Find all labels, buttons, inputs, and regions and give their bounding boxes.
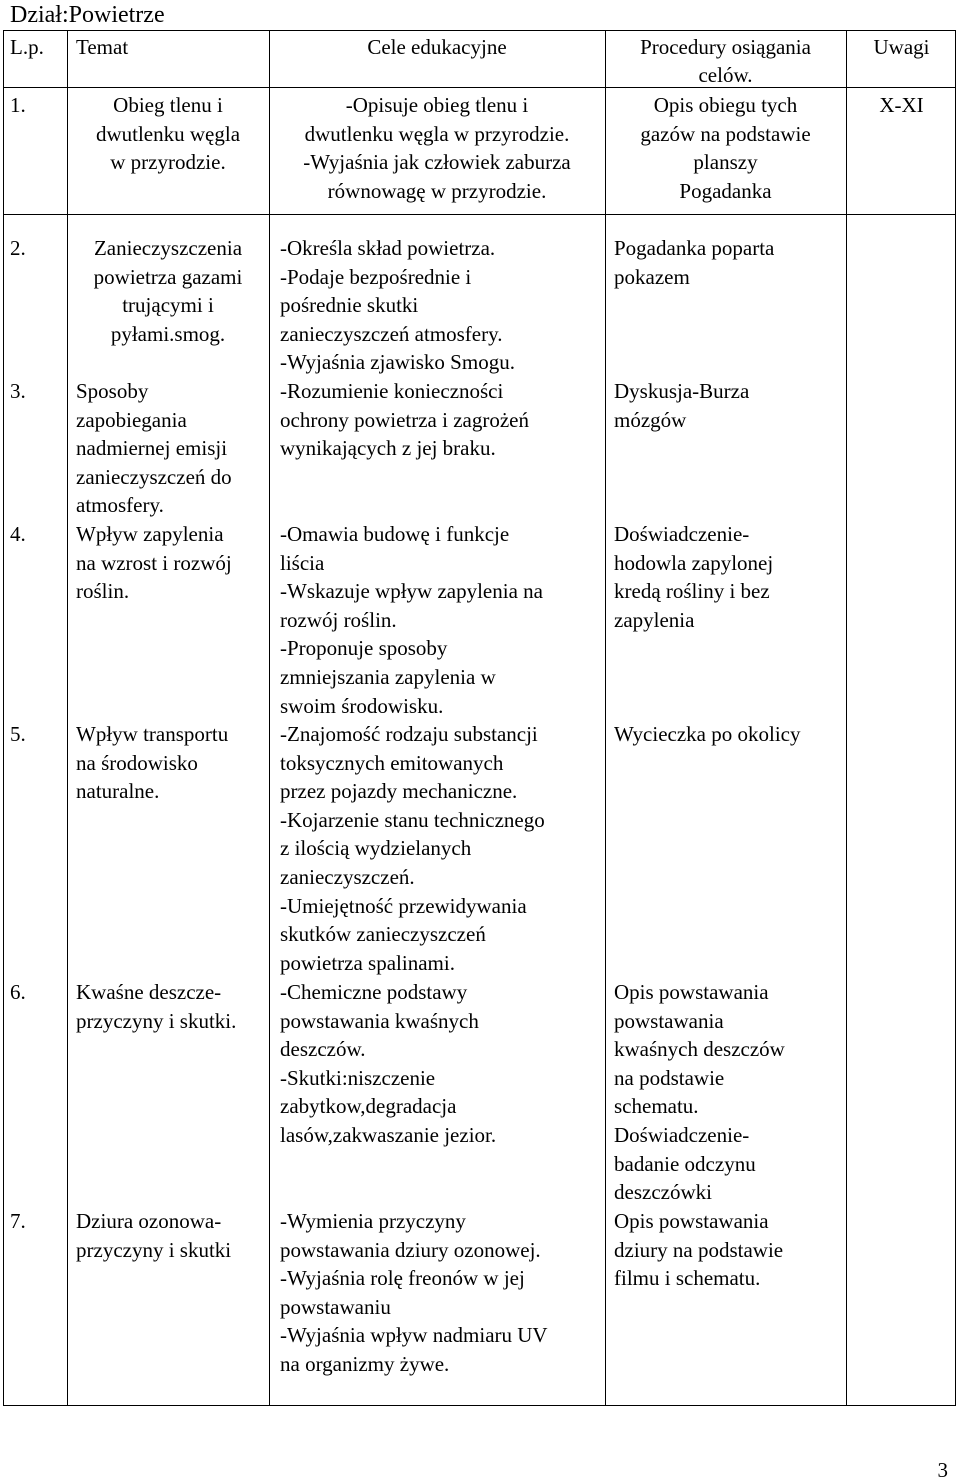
text-line: -Opisuje obieg tlenu i [345, 93, 529, 117]
row-divider [4, 214, 955, 215]
column-divider [846, 31, 847, 1405]
text-line: kwaśnych deszczów [614, 1037, 785, 1062]
text-line: deszczówki [614, 1180, 712, 1205]
text-line: na środowisko [76, 750, 198, 775]
text-line: Opis powstawania [614, 980, 769, 1004]
text-line: wynikających z jej braku. [280, 436, 496, 461]
text-line: zabytkow,degradacja [280, 1094, 457, 1119]
text-line: -Określa skład powietrza. [280, 236, 496, 260]
row-goals [269, 91, 605, 205]
text-line: pokazem [614, 264, 690, 289]
row-topic [76, 377, 232, 520]
text-line: zapobiegania [76, 407, 187, 432]
text-line: na organizmy żywe. [280, 1351, 450, 1376]
text-line: trującymi i [122, 293, 214, 318]
text-line: hodowla zapylonej [614, 550, 774, 575]
text-line: Pogadanka poparta [614, 236, 775, 260]
column-divider [269, 31, 270, 1405]
text-line: Opis powstawania [614, 1209, 769, 1233]
text-line: powstawania kwaśnych [280, 1008, 479, 1033]
text-line: pyłami.smog. [110, 321, 226, 346]
text-line: -Omawia budowę i funkcje [280, 522, 510, 546]
text-line: nadmiernej emisji [76, 436, 228, 461]
header-cele: Cele edukacyjne [367, 35, 507, 59]
header-temat: Temat [76, 35, 129, 59]
row-number: 4. [10, 522, 26, 546]
row-number: 5. [10, 722, 26, 746]
text-line: zmniejszania zapylenia w [280, 664, 496, 689]
row-goals [280, 520, 543, 720]
column-divider [605, 31, 606, 1405]
row-procedures [614, 720, 801, 749]
row-number: 3. [10, 379, 26, 403]
lesson-plan-table [3, 30, 956, 1406]
row-number: 6. [10, 980, 26, 1004]
text-line: dziury na podstawie [614, 1237, 784, 1262]
text-line: filmu i schematu. [614, 1266, 761, 1291]
text-line: planszy [693, 150, 758, 175]
row-goals [280, 978, 496, 1150]
page-number: 3 [937, 1458, 948, 1482]
text-line: badanie odczynu [614, 1151, 756, 1176]
row-goals [280, 377, 529, 463]
row-remarks: X-XI [879, 93, 924, 117]
row-procedures [614, 978, 785, 1207]
text-line: lasów,zakwaszanie jezior. [280, 1122, 497, 1147]
text-line: Dyskusja-Burza [614, 379, 750, 403]
text-line: Doświadczenie- [614, 1122, 750, 1147]
text-line: dwutlenku węgla w przyrodzie. [304, 121, 570, 146]
text-line: na podstawie [614, 1065, 725, 1090]
text-line: dwutlenku węgla [95, 121, 241, 146]
text-line: toksycznych emitowanych [280, 750, 504, 775]
text-line: Wycieczka po okolicy [614, 722, 801, 746]
text-line: deszczów. [280, 1037, 366, 1062]
row-procedures [614, 377, 749, 434]
section-heading: Dział:Powietrze [10, 2, 165, 28]
header-uwagi: Uwagi [873, 35, 930, 59]
text-line: atmosfery. [76, 493, 164, 518]
text-line: ochrony powietrza i zagrożeń [280, 407, 529, 432]
row-goals [280, 234, 515, 377]
text-line: mózgów [614, 407, 687, 432]
row-topic [67, 234, 269, 348]
row-goals [280, 1207, 548, 1379]
text-line: skutków zanieczyszczeń [280, 922, 486, 947]
text-line: rozwój roślin. [280, 607, 397, 632]
text-line: -Wyjaśnia zjawisko Smogu. [280, 350, 515, 375]
text-line: -Wymienia przyczyny [280, 1209, 466, 1233]
text-line: -Wyjaśnia rolę freonów w jej [280, 1266, 525, 1291]
header-procedury-line2: celów. [698, 63, 753, 87]
text-line: przyczyny i skutki [76, 1237, 232, 1262]
row-number: 2. [10, 236, 26, 260]
row-procedures [614, 520, 773, 634]
row-topic [67, 91, 269, 177]
text-line: -Wskazuje wpływ zapylenia na [280, 579, 543, 604]
text-line: Sposoby [76, 379, 149, 403]
text-line: roślin. [76, 579, 130, 604]
text-line: -Chemiczne podstawy [280, 980, 468, 1004]
text-line: -Skutki:niszczenie [280, 1065, 436, 1090]
text-line: powstawania [614, 1008, 724, 1033]
header-lp: L.p. [10, 35, 44, 59]
row-procedures [614, 1207, 783, 1293]
text-line: Wpływ transportu [76, 722, 229, 746]
text-line: naturalne. [76, 779, 160, 804]
text-line: zanieczyszczeń. [280, 864, 415, 889]
text-line: na wzrost i rozwój [76, 550, 232, 575]
text-line: Wpływ zapylenia [76, 522, 224, 546]
row-number: 7. [10, 1209, 26, 1233]
row-topic [76, 720, 228, 806]
row-topic [76, 978, 236, 1035]
text-line: powietrza spalinami. [280, 950, 455, 975]
text-line: -Rozumienie konieczności [280, 379, 504, 403]
text-line: -Podaje bezpośrednie i [280, 264, 472, 289]
text-line: pośrednie skutki [280, 293, 419, 318]
text-line: równowagę w przyrodzie. [327, 178, 547, 203]
text-line: Pogadanka [679, 178, 772, 203]
row-topic [76, 1207, 231, 1264]
text-line: -Umiejętność przewidywania [280, 893, 527, 918]
row-procedures [605, 91, 846, 205]
text-line: powietrza gazami [93, 264, 243, 289]
row-goals [280, 720, 545, 977]
header-procedury-line1: Procedury osiągania [640, 35, 811, 59]
text-line: w przyrodzie. [110, 150, 226, 175]
text-line: gazów na podstawie [640, 121, 811, 146]
row-number: 1. [10, 93, 26, 117]
text-line: zanieczyszczeń atmosfery. [280, 321, 503, 346]
text-line: powstawania dziury ozonowej. [280, 1237, 541, 1262]
text-line: -Kojarzenie stanu technicznego [280, 807, 545, 832]
row-topic [76, 520, 232, 606]
text-line: powstawaniu [280, 1294, 391, 1319]
text-line: liścia [280, 550, 325, 575]
text-line: z ilością wydzielanych [280, 836, 472, 861]
text-line: Dziura ozonowa- [76, 1209, 222, 1233]
text-line: -Znajomość rodzaju substancji [280, 722, 538, 746]
text-line: swoim środowisku. [280, 693, 444, 718]
row-procedures [614, 234, 774, 291]
text-line: -Proponuje sposoby [280, 636, 448, 661]
text-line: przez pojazdy mechaniczne. [280, 779, 518, 804]
text-line: przyczyny i skutki. [76, 1008, 237, 1033]
text-line: Obieg tlenu i [113, 93, 223, 117]
text-line: Kwaśne deszcze- [76, 980, 222, 1004]
text-line: Opis obiegu tych [653, 93, 798, 117]
text-line: schematu. [614, 1094, 699, 1119]
text-line: -Wyjaśnia jak człowiek zaburza [303, 150, 571, 175]
text-line: Doświadczenie- [614, 522, 750, 546]
text-line: -Wyjaśnia wpływ nadmiaru UV [280, 1323, 548, 1348]
text-line: Zanieczyszczenia [93, 236, 243, 260]
text-line: zanieczyszczeń do [76, 464, 232, 489]
text-line: zapylenia [614, 607, 695, 632]
text-line: kredą rośliny i bez [614, 579, 770, 604]
